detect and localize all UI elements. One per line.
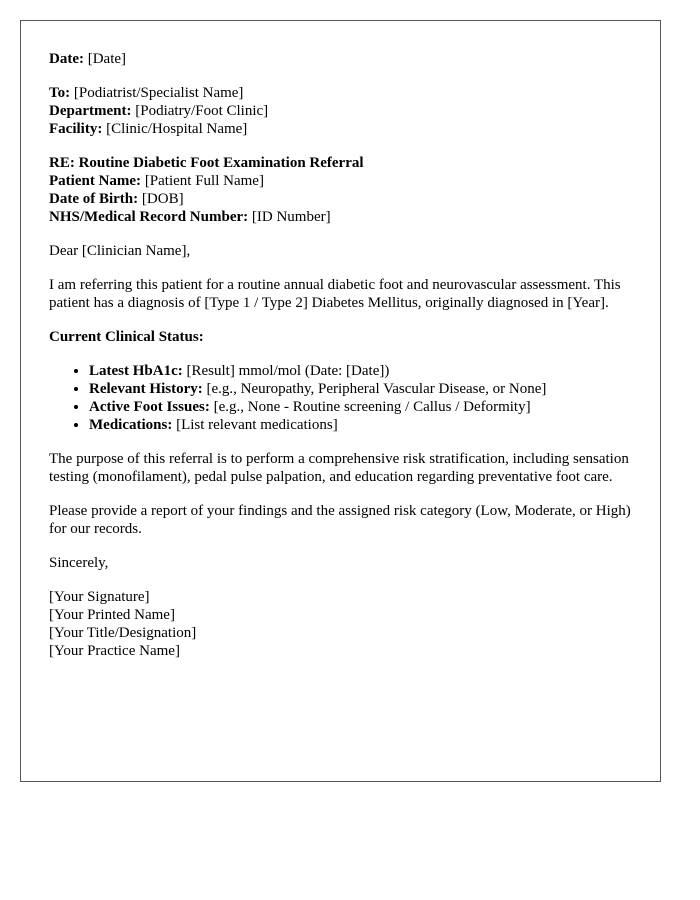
list-item: • Active Foot Issues: [e.g., None - Routine screening / Callus / Deformity] xyxy=(89,398,632,416)
salutation: Dear [Clinician Name], xyxy=(49,243,191,259)
recipient-block: To: [Podiatrist/Specialist Name] Department: [Podiatry/Foot Clinic] Facility: [Clinic/Hospital Name] xyxy=(49,85,269,137)
signature-block: [Your Signature] [Your Printed Name] [Your Title/Designation] [Your Practice Name] xyxy=(49,589,197,659)
list-item: • Latest HbA1c: [Result] mmol/mol (Date: [Date]) xyxy=(89,362,632,380)
closing: Sincerely, xyxy=(49,555,109,571)
purpose-paragraph: The purpose of this referral is to perform a comprehensive risk stratification, including sensation testing (monofilament), pedal pulse palpation, and education regarding preventative foot care. xyxy=(49,451,629,485)
reference-block: RE: Routine Diabetic Foot Examination Referral Patient Name: [Patient Full Name] Date of Birth: [DOB] NHS/Medical Record Number: [ID Number] xyxy=(49,155,364,225)
list-item: • Medications: [List relevant medications] xyxy=(89,416,632,434)
clinical-status-heading: Current Clinical Status: xyxy=(49,329,204,345)
date-line: Date: [Date] xyxy=(49,51,127,67)
subject-line: RE: Routine Diabetic Foot Examination Referral xyxy=(49,155,364,171)
intro-paragraph: I am referring this patient for a routine annual diabetic foot and neurovascular assessment. This patient has a diagnosis of [Type 1 / Type 2] Diabetes Mellitus, originally diagnosed in [Year]. xyxy=(49,277,621,311)
list-item: • Relevant History: [e.g., Neuropathy, Peripheral Vascular Disease, or None] xyxy=(89,380,632,398)
request-paragraph: Please provide a report of your findings and the assigned risk category (Low, Moderate, or High) for our records. xyxy=(49,503,631,537)
referral-letter xyxy=(20,20,661,782)
clinical-status-list xyxy=(49,362,632,434)
